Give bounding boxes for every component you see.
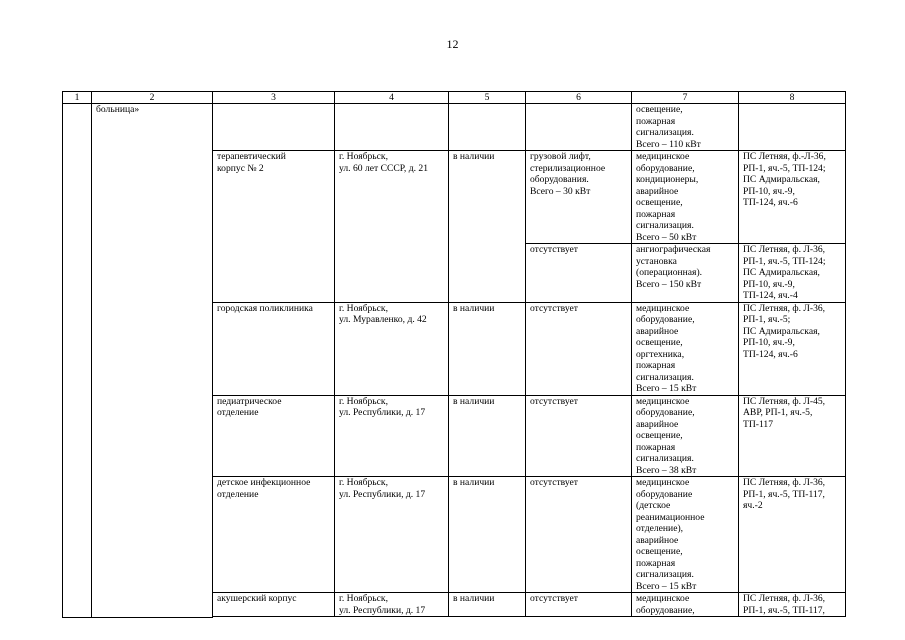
column-header-2: 2 [92,92,213,104]
cell-consumers: медицинское оборудование, аварийное освещение, оргтехника, пожарная сигнализация. Всего – 15 кВт [632,302,739,395]
cell-building-name: акушерский корпус [213,593,335,617]
cell-availability: в наличии [449,302,526,395]
column-header-1: 1 [63,92,92,104]
cell-consumers: медицинское оборудование, кондиционеры, аварийное освещение, пожарная сигнализация. Всего – 50 кВт [632,151,739,244]
column-header-4: 4 [335,92,449,104]
cell-power-supply: ПС Летняя, ф.-Л-36, РП-1, яч.-5, ТП-124; ПС Адмиральская, РП-10, яч.-9, ТП-124, яч.-6 [739,151,846,244]
cell-equipment: отсутствует [526,395,632,477]
document-table [62,91,846,618]
cell-availability: в наличии [449,151,526,303]
cell-availability: в наличии [449,395,526,477]
column-header-8: 8 [739,92,846,104]
column-header-6: 6 [526,92,632,104]
cell-address: г. Ноябрьск, ул. Республики, д. 17 [335,477,449,593]
cell-availability [449,104,526,151]
cell-consumers: ангиографическая установка (операционная). Всего – 150 кВт [632,244,739,303]
cell-power-supply: ПС Летняя, ф. Л-36, РП-1, яч.-5; ПС Адмиральская, РП-10, яч.-9, ТП-124, яч.-6 [739,302,846,395]
page-number: 12 [446,37,459,51]
cell-building-name: педиатрическое отделение [213,395,335,477]
table-header-row [63,92,846,104]
column-header-5: 5 [449,92,526,104]
cell-consumers: освещение, пожарная сигнализация. Всего – 110 кВт [632,104,739,151]
cell-power-supply: ПС Летняя, ф. Л-45, АВР, РП-1, яч.-5, ТП-117 [739,395,846,477]
cell-power-supply: ПС Летняя, ф. Л-36, РП-1, яч.-5, ТП-124; ПС Адмиральская, РП-10, яч.-9, ТП-124, яч.-4 [739,244,846,303]
cell-address: г. Ноябрьск, ул. Республики, д. 17 [335,593,449,617]
cell-availability: в наличии [449,593,526,617]
column-header-7: 7 [632,92,739,104]
table-row [63,104,846,151]
cell-consumers: медицинское оборудование, аварийное освещение, пожарная сигнализация. Всего – 38 кВт [632,395,739,477]
cell-equipment: отсутствует [526,302,632,395]
cell-address [335,104,449,151]
cell-equipment [526,104,632,151]
cell-address: г. Ноябрьск, ул. 60 лет СССР, д. 21 [335,151,449,303]
cell-consumers: медицинское оборудование (детское реанимационное отделение), аварийное освещение, пожарная сигнализация. Всего – 15 кВт [632,477,739,593]
cell-address: г. Ноябрьск, ул. Муравленко, д. 42 [335,302,449,395]
cell-institution: больница» [92,104,213,618]
cell-building-name: терапевтический корпус № 2 [213,151,335,303]
cell-consumers: медицинское оборудование, [632,593,739,617]
cell-power-supply: ПС Летняя, ф. Л-36, РП-1, яч.-5, ТП-117, яч.-2 [739,477,846,593]
cell-building-name: детское инфекционное отделение [213,477,335,593]
cell-col1 [63,104,92,618]
cell-equipment: отсутствует [526,244,632,303]
cell-building-name: городская поликлиника [213,302,335,395]
column-header-3: 3 [213,92,335,104]
cell-power-supply: ПС Летняя, ф. Л-36, РП-1, яч.-5, ТП-117, [739,593,846,617]
cell-building-name [213,104,335,151]
cell-address: г. Ноябрьск, ул. Республики, д. 17 [335,395,449,477]
cell-power-supply [739,104,846,151]
cell-equipment: грузовой лифт, стерилизационное оборудования. Всего – 30 кВт [526,151,632,244]
cell-equipment: отсутствует [526,593,632,617]
cell-availability: в наличии [449,477,526,593]
cell-equipment: отсутствует [526,477,632,593]
